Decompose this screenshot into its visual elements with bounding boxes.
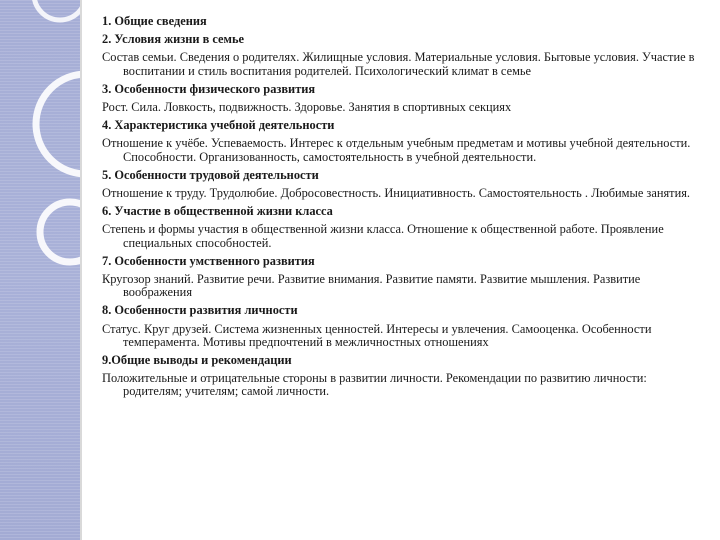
section-text: Степень и формы участия в общественной жизни класса. Отношение к общественной работе. Проявление специальных способностей. bbox=[102, 222, 664, 250]
section-heading: 6. Участие в общественной жизни класса bbox=[102, 204, 333, 219]
decorative-rings bbox=[0, 0, 80, 540]
section-heading: 2. Условия жизни в семье bbox=[102, 32, 245, 47]
section-text: Состав семьи. Сведения о родителях. Жилищные условия. Материальные условия. Бытовые условия. Участие в воспитании и стиль воспитания родителей. Психологический климат в семье bbox=[102, 50, 695, 78]
section-heading: 5. Особенности трудовой деятельности bbox=[102, 167, 319, 182]
decorative-sidebar bbox=[0, 0, 80, 540]
section-text: Отношение к труду. Трудолюбие. Добросовестность. Инициативность. Самостоятельность . Любимые занятия. bbox=[102, 186, 690, 201]
section-text: Положительные и отрицательные стороны в развитии личности. Рекомендации по развитию личности: родителям; учителям; самой личности. bbox=[102, 371, 647, 399]
section-text: Кругозор знаний. Развитие речи. Развитие внимания. Развитие памяти. Развитие мышления. Развитие воображения bbox=[102, 272, 641, 300]
ring-small bbox=[34, 0, 80, 20]
section-heading: 9.Общие выводы и рекомендации bbox=[102, 353, 292, 368]
section-heading: 8. Особенности развития личности bbox=[102, 303, 298, 318]
ring-large bbox=[36, 74, 80, 174]
section-heading: 3. Особенности физического развития bbox=[102, 81, 316, 96]
ring-medium bbox=[40, 202, 80, 262]
section-heading: 1. Общие сведения bbox=[102, 14, 207, 28]
section-heading: 7. Особенности умственного развития bbox=[102, 253, 315, 268]
section-text: Отношение к учёбе. Успеваемость. Интерес к отдельным учебным предметам и мотивы учебной деятельности. Способности. Организованность, самостоятельность в учебной деятельности. bbox=[102, 136, 691, 164]
sidebar-divider bbox=[80, 0, 82, 540]
section-text: Статус. Круг друзей. Система жизненных ценностей. Интересы и увлечения. Самооценка. Особенности темперамента. Мотивы предпочтений в межличностных отношениях bbox=[102, 321, 652, 349]
section-heading: 4. Характеристика учебной деятельности bbox=[102, 118, 335, 133]
document-content bbox=[102, 15, 707, 404]
section-text: Рост. Сила. Ловкость, подвижность. Здоровье. Занятия в спортивных секциях bbox=[102, 100, 512, 115]
